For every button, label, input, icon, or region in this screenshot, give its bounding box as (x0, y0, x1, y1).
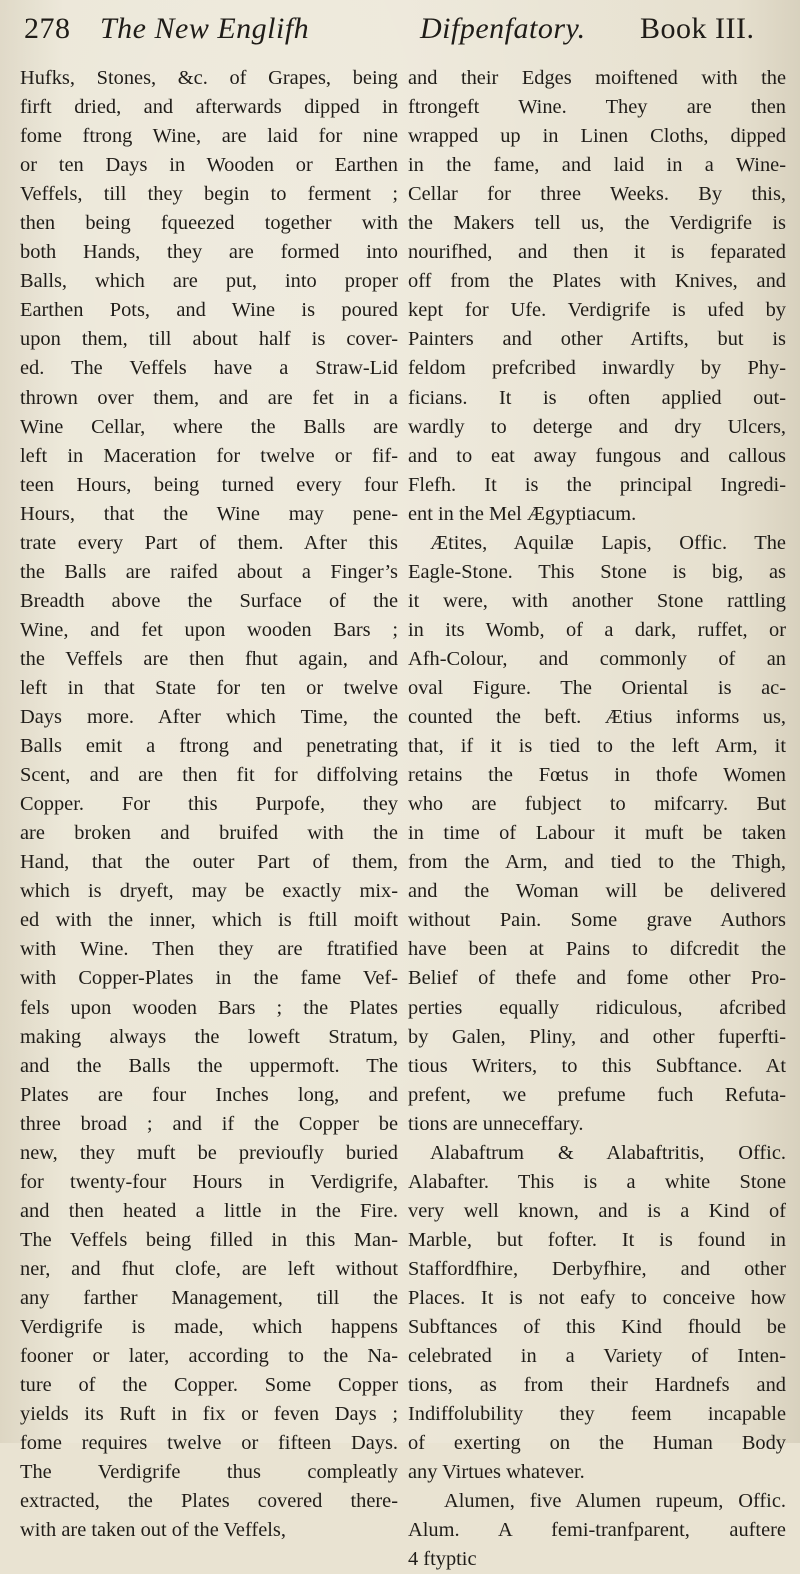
text-line: Plates are four Inches long, and (20, 1083, 398, 1106)
text-line: and to eat away fungous and callous (408, 444, 786, 467)
text-line: with Wine. Then they are ftratified (20, 938, 398, 961)
text-line: tious Writers, to this Subftance. At (408, 1054, 786, 1077)
text-line: which is dryeft, may be exactly mix- (20, 880, 398, 903)
text-line: Indiffolubility they feem incapable (408, 1403, 786, 1426)
text-line: counted the beft. Ætius informs us, (408, 706, 786, 729)
text-line: yields its Ruft in fix or feven Days ; (20, 1403, 398, 1426)
text-line: ed with the inner, which is ftill moift (20, 909, 398, 932)
text-line: The Verdigrife thus compleatly (20, 1461, 398, 1484)
text-line: Balls, which are put, into proper (20, 270, 398, 293)
text-line: are broken and bruifed with the (20, 822, 398, 845)
text-line: oval Figure. The Oriental is ac- (408, 676, 786, 699)
text-line: Belief of thefe and fome other Pro- (408, 967, 786, 990)
text-line: Painters and other Artifts, but is (408, 328, 786, 351)
text-line: in time of Labour it muft be taken (408, 822, 786, 845)
text-line: fooner or later, according to the Na- (20, 1345, 398, 1368)
text-line: making always the loweft Stratum, (20, 1025, 398, 1048)
text-line: Wine Cellar, where the Balls are (20, 415, 398, 438)
text-line: any Virtues whatever. (408, 1461, 585, 1484)
text-line: off from the Plates with Knives, and (408, 270, 786, 293)
text-line: Subftances of this Kind fhould be (408, 1316, 786, 1339)
text-line: and the Balls the uppermoft. The (20, 1054, 398, 1077)
text-line: fome ftrong Wine, are laid for nine (20, 125, 398, 148)
text-line: with Copper-Plates in the fame Vef- (20, 967, 398, 990)
text-line: ficians. It is often applied out- (408, 386, 786, 409)
text-line: three broad ; and if the Copper be (20, 1112, 398, 1135)
text-line: of exerting on the Human Body (408, 1432, 786, 1455)
text-line: wardly to deterge and dry Ulcers, (408, 415, 786, 438)
text-line: without Pain. Some grave Authors (408, 909, 786, 932)
text-line: firft dried, and afterwards dipped in (20, 96, 398, 119)
text-line: Ætites, Aquilæ Lapis, Offic. The (430, 531, 786, 554)
text-line: in the fame, and laid in a Wine- (408, 154, 786, 177)
text-line: the Veffels are then fhut again, and (20, 647, 398, 670)
text-line: nourifhed, and then it is feparated (408, 241, 786, 264)
text-line: Flefh. It is the principal Ingredi- (408, 473, 786, 496)
text-line: prefent, we prefume fuch Refuta- (408, 1083, 786, 1106)
text-line: 4 ftyptic (408, 1548, 477, 1571)
text-line: Alabafter. This is a white Stone (408, 1170, 786, 1193)
text-line: Verdigrife is made, which happens (20, 1316, 398, 1339)
text-line: for twenty-four Hours in Verdigrife, (20, 1170, 398, 1193)
text-line: celebrated in a Variety of Inten- (408, 1345, 786, 1368)
text-line: ftrongeft Wine. They are then (408, 96, 786, 119)
text-line: the Makers tell us, the Verdigrife is (408, 212, 786, 235)
text-columns (20, 64, 786, 1574)
text-line: Hufks, Stones, &c. of Grapes, being (20, 67, 398, 89)
text-line: new, they muft be previoufly buried (20, 1141, 398, 1164)
text-line: have been at Pains to difcredit the (408, 938, 786, 961)
text-line: Hours, that the Wine may pene- (20, 502, 398, 525)
text-line: with are taken out of the Veffels, (20, 1519, 286, 1542)
text-line: Alum. A femi-tranfparent, auftere (408, 1519, 786, 1542)
text-line: Breadth above the Surface of the (20, 589, 398, 612)
text-line: Cellar for three Weeks. By this, (408, 183, 786, 206)
text-line: tions, as from their Hardnefs and (408, 1374, 786, 1397)
text-line: or ten Days in Wooden or Earthen (20, 154, 398, 177)
text-line: Alumen, five Alumen rupeum, Offic. (444, 1490, 786, 1513)
text-line: Veffels, till they begin to ferment ; (20, 183, 398, 206)
running-title-right: Difpenfatory. (420, 12, 586, 45)
text-line: wrapped up in Linen Cloths, dipped (408, 125, 786, 148)
text-line: The Veffels being filled in this Man- (20, 1228, 398, 1251)
text-line: ner, and fhut clofe, are left without (20, 1257, 398, 1280)
text-line: Eagle-Stone. This Stone is big, as (408, 560, 786, 583)
text-line: ent in the Mel Ægyptiacum. (408, 502, 637, 525)
text-line: ed. The Veffels have a Straw-Lid (20, 357, 398, 380)
text-line: ture of the Copper. Some Copper (20, 1374, 398, 1397)
text-line: the Balls are raifed about a Finger’s (20, 560, 398, 583)
text-line: any farther Management, till the (20, 1286, 398, 1309)
text-line: left in Maceration for twelve or fif- (20, 444, 398, 467)
text-line: left in that State for ten or twelve (20, 676, 398, 699)
left-column (20, 64, 398, 1574)
text-line: thrown over them, and are fet in a (20, 386, 398, 409)
text-line: fels upon wooden Bars ; the Plates (20, 996, 398, 1019)
text-line: and their Edges moiftened with the (408, 67, 786, 89)
page-number: 278 (24, 12, 71, 45)
text-line: very well known, and is a Kind of (408, 1199, 786, 1222)
text-line: Earthen Pots, and Wine is poured (20, 299, 398, 322)
running-head (20, 12, 786, 64)
text-line: then being fqueezed together with (20, 212, 398, 235)
text-line: Afh-Colour, and commonly of an (408, 647, 786, 670)
text-line: tions are unneceffary. (408, 1112, 584, 1135)
text-line: who are fubject to mifcarry. But (408, 793, 786, 816)
text-line: kept for Ufe. Verdigrife is ufed by (408, 299, 786, 322)
text-line: Alabaftrum & Alabaftritis, Offic. (430, 1141, 786, 1164)
text-line: that, if it is tied to the left Arm, it (408, 735, 786, 758)
text-line: trate every Part of them. After this (20, 531, 398, 554)
text-line: by Galen, Pliny, and other fuperfti- (408, 1025, 786, 1048)
text-line: and then heated a little in the Fire. (20, 1199, 398, 1222)
text-line: Marble, but fofter. It is found in (408, 1228, 786, 1251)
text-line: both Hands, they are formed into (20, 241, 398, 264)
text-line: extracted, the Plates covered there- (20, 1490, 398, 1513)
text-line: Hand, that the outer Part of them, (20, 851, 398, 874)
text-line: teen Hours, being turned every four (20, 473, 398, 496)
text-line: Copper. For this Purpofe, they (20, 793, 398, 816)
text-line: Days more. After which Time, the (20, 706, 398, 729)
text-line: retains the Fœtus in thofe Women (408, 764, 786, 787)
running-title-left: The New Englifh (100, 12, 310, 45)
text-line: fome requires twelve or fifteen Days. (20, 1432, 398, 1455)
text-line: Balls emit a ftrong and penetrating (20, 735, 398, 758)
text-line: Staffordfhire, Derbyfhire, and other (408, 1257, 786, 1280)
right-column (408, 64, 786, 1574)
text-line: and the Woman will be delivered (408, 880, 786, 903)
text-line: in its Womb, of a dark, ruffet, or (408, 618, 786, 641)
text-line: feldom prefcribed inwardly by Phy- (408, 357, 786, 380)
text-line: Scent, and are then fit for diffolving (20, 764, 398, 787)
text-line: Wine, and fet upon wooden Bars ; (20, 618, 398, 641)
text-line: upon them, till about half is cover- (20, 328, 398, 351)
book-number: Book III. (640, 12, 755, 45)
text-line: perties equally ridiculous, afcribed (408, 996, 786, 1019)
text-line: from the Arm, and tied to the Thigh, (408, 851, 786, 874)
text-line: Places. It is not eafy to conceive how (408, 1286, 786, 1309)
text-line: it were, with another Stone rattling (408, 589, 786, 612)
